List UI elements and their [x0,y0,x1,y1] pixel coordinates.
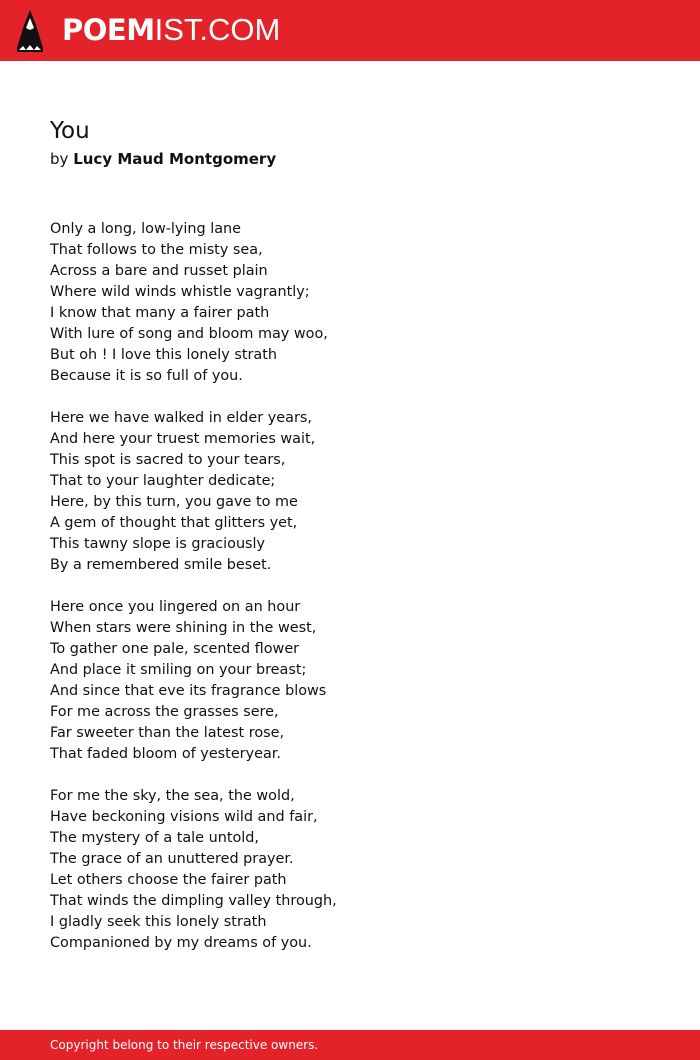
site-header [0,0,700,61]
poem-line: But oh ! I love this lonely strath [50,347,277,363]
poem-line: When stars were shining in the west, [50,620,317,636]
poem-line: Because it is so full of you. [50,368,243,384]
poem-title: You [50,118,90,144]
poem-line: This tawny slope is graciously [50,536,266,552]
poem-line: That winds the dimpling valley through, [50,893,337,909]
poem-line: A gem of thought that glitters yet, [50,515,298,531]
logo-bold-text: POEM [62,13,155,47]
poem-stanza [50,219,337,387]
by-label: by [50,150,69,168]
poem-line: Where wild winds whistle vagrantly; [50,284,310,300]
site-footer [0,1030,700,1060]
poem-line: I know that many a fairer path [50,305,270,321]
poem-line: By a remembered smile beset. [50,557,272,573]
poem-line: Across a bare and russet plain [50,263,268,279]
poem-line: Let others choose the fairer path [50,872,287,888]
poem-stanza [50,786,337,954]
poem-byline [50,148,276,170]
poem-line: And since that eve its fragrance blows [50,683,327,699]
copyright-text: Copyright belong to their respective owners. [50,1038,319,1052]
site-logo[interactable] [62,12,280,48]
poem-author: Lucy Maud Montgomery [73,150,277,168]
logo-light-text: IST.COM [154,12,281,47]
poem-line: That faded bloom of yesteryear. [50,746,281,762]
poem-body [50,219,337,954]
poem-line: And place it smiling on your breast; [50,662,307,678]
poem-line: Here once you lingered on an hour [50,599,301,615]
poem-line: For me the sky, the sea, the wold, [50,788,295,804]
poem-line: That follows to the misty sea, [50,242,263,258]
poem-stanza [50,597,337,765]
poem-line: Here we have walked in elder years, [50,410,312,426]
poem-line: Far sweeter than the latest rose, [50,725,285,741]
poem-line: The mystery of a tale untold, [50,830,259,846]
poem-line: And here your truest memories wait, [50,431,316,447]
poem-line: With lure of song and bloom may woo, [50,326,328,342]
poem-line: Have beckoning visions wild and fair, [50,809,318,825]
poem-line: To gather one pale, scented flower [50,641,300,657]
pen-nib-icon[interactable] [17,10,43,52]
poem-line: Here, by this turn, you gave to me [50,494,298,510]
poem-line: That to your laughter dedicate; [50,473,276,489]
poem-line: This spot is sacred to your tears, [50,452,286,468]
poem-line: Companioned by my dreams of you. [50,935,312,951]
poem-line: The grace of an unuttered prayer. [50,851,294,867]
poem-stanza [50,408,337,576]
poem-line: Only a long, low-lying lane [50,221,242,237]
poem-line: For me across the grasses sere, [50,704,279,720]
poem-line: I gladly seek this lonely strath [50,914,267,930]
